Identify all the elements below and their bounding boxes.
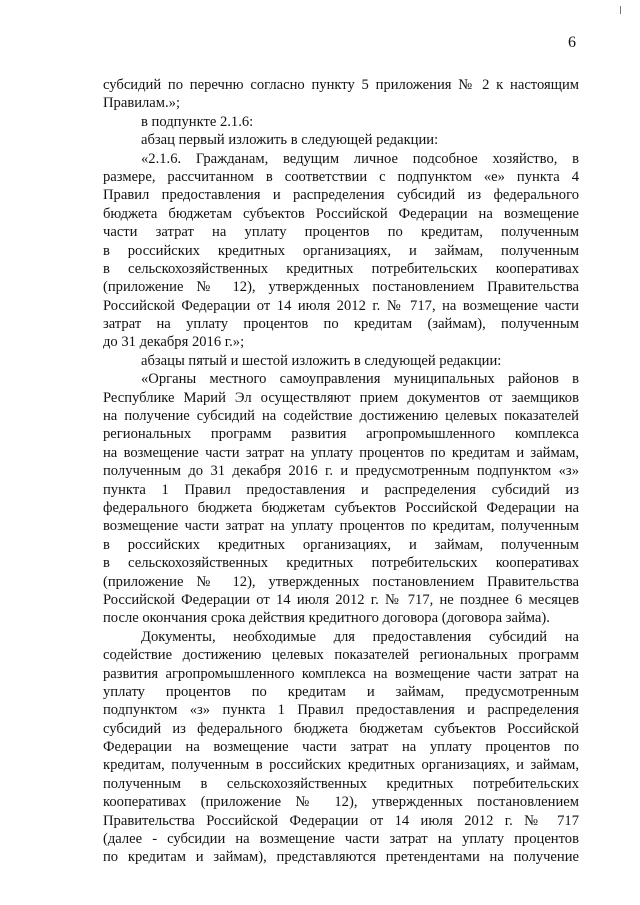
text-line: (приложение № 12), утвержденных постановлением Правительства (103, 279, 579, 296)
text-line: Правил предоставления и распределения субсидий из федерального (103, 187, 579, 204)
text-line: в сельскохозяйственных кредитных потребительских кооперативах (103, 555, 579, 572)
text-line: Правилам.»; (103, 95, 181, 112)
scan-edge-mark (620, 6, 621, 14)
document-body (103, 76, 579, 867)
text-line: содействие достижению целевых показателей региональных программ (103, 647, 579, 664)
text-line: затрат на уплату процентов по кредитам (займам), полученным (103, 316, 579, 333)
text-line: после окончания срока действия кредитного договора (договора займа). (103, 610, 550, 627)
text-line: в подпункте 2.1.6: (141, 113, 254, 130)
text-line: Правительства Российской Федерации от 14 июля 2012 г. № 717 (103, 812, 579, 829)
text-line: федерального бюджета бюджетам субъектов Российской Федерации на (103, 499, 579, 516)
text-line: возмещение части затрат на уплату процентов по кредитам, полученным (103, 518, 579, 535)
page-number: 6 (568, 34, 576, 51)
text-line: бюджета бюджетам субъектов Российской Федерации на возмещение (103, 205, 579, 222)
text-line: на получение субсидий на содействие достижению целевых показателей (103, 408, 579, 425)
text-line: субсидий по перечню согласно пункту 5 приложения № 2 к настоящим (103, 77, 579, 93)
text-line: кредитам, полученным в российских кредитных организациях, и займам, (103, 757, 579, 774)
text-line: в российских кредитных организациях, и займам, полученным (103, 242, 579, 259)
text-line: «Органы местного самоуправления муниципальных районов в (141, 371, 579, 388)
text-line: абзац первый изложить в следующей редакции: (141, 132, 439, 149)
text-line: абзацы пятый и шестой изложить в следующей редакции: (141, 352, 502, 369)
text-line: субсидий из федерального бюджета бюджетам субъектов Российской (103, 720, 579, 737)
text-line: подпунктом «з» пункта 1 Правил предоставления и распределения (103, 702, 579, 719)
text-line: «2.1.6. Гражданам, ведущим личное подсобное хозяйство, в (141, 150, 579, 167)
text-line: региональных программ развития агропромышленного комплекса (103, 426, 579, 443)
text-line: в российских кредитных организациях, и займам, полученным (103, 536, 579, 553)
text-line: Российской Федерации от 14 июля 2012 г. № 717, не позднее 6 месяцев (103, 591, 579, 608)
text-line: (приложение № 12), утвержденных постановлением Правительства (103, 573, 579, 590)
text-line: до 31 декабря 2016 г.»; (103, 334, 245, 351)
text-line: части затрат на уплату процентов по кредитам, полученным (103, 224, 579, 241)
text-line: развития агропромышленного комплекса на возмещение части затрат на (103, 665, 579, 682)
text-line: кооперативах (приложение № 12), утвержденных постановлением (103, 794, 579, 811)
text-line: Республике Марий Эл осуществляют прием документов от заемщиков (103, 389, 579, 406)
text-line: по кредитам и займам), представляются претендентами на получение (103, 849, 579, 866)
text-line: Российской Федерации от 14 июля 2012 г. № 717, на возмещение части (103, 297, 579, 314)
text-line: на возмещение части затрат на уплату процентов по кредитам и займам, (103, 444, 579, 461)
text-line: уплату процентов по кредитам и займам, предусмотренным (103, 683, 579, 700)
text-line: в сельскохозяйственных кредитных потребительских кооперативах (103, 260, 579, 277)
text-line: пункта 1 Правил предоставления и распределения субсидий из (103, 481, 579, 498)
text-line: полученным в сельскохозяйственных кредитных потребительских (103, 775, 579, 792)
text-line: полученным до 31 декабря 2016 г. и предусмотренным подпунктом «з» (103, 463, 579, 480)
text-line: размере, рассчитанном в соответствии с подпунктом «е» пункта 4 (103, 168, 579, 185)
text-line: Федерации на возмещение части затрат на уплату процентов по (103, 739, 579, 756)
text-line: (далее - субсидии на возмещение части затрат на уплату процентов (103, 831, 579, 848)
text-line: Документы, необходимые для предоставления субсидий на (141, 628, 579, 645)
